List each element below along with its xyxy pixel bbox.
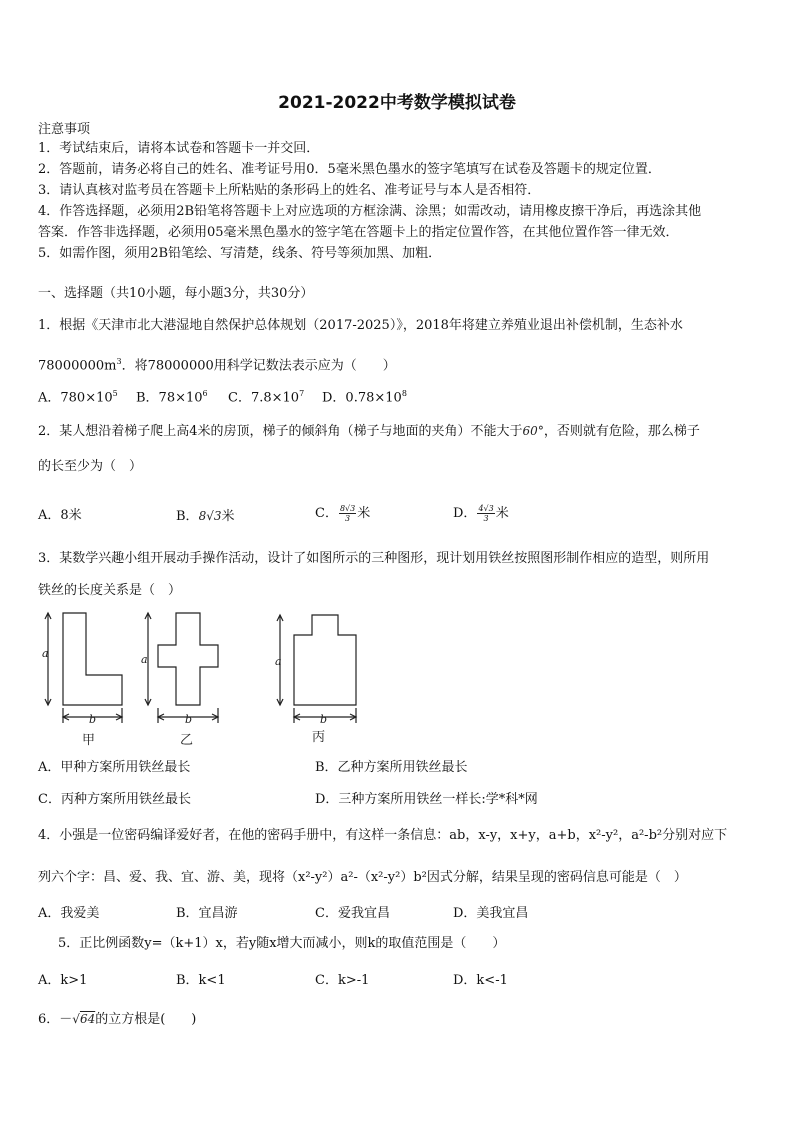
fig-jia-a-label: a: [42, 647, 49, 660]
q3-option-a[interactable]: A．甲种方案所用铁丝最长: [38, 760, 191, 775]
fig-bing-b-label: b: [320, 713, 328, 726]
fig-bing-a-label: a: [275, 655, 282, 668]
fig-yi-b-label: b: [185, 713, 193, 726]
q3-option-d[interactable]: D．三种方案所用铁丝一样长:学*科*网: [315, 792, 538, 807]
page-title: 2021-2022中考数学模拟试卷: [278, 93, 516, 113]
notice-heading: 注意事项: [38, 122, 91, 137]
question-3-text: 3．某数学兴趣小组开展动手操作活动，设计了如图所示的三种图形，现计划用铁丝按照图形制作相应的造型，则所用: [38, 551, 710, 566]
question-1-text-2: $78000000m^3$．将78000000用科学记数法表示应为（ ）: [38, 357, 396, 374]
fig-label-bing: 丙: [312, 730, 326, 745]
fig-jia-b-label: b: [89, 713, 97, 726]
angle-value: 60°: [522, 424, 544, 438]
q5-option-d[interactable]: D．k<-1: [453, 973, 508, 988]
question-5-text: 5．正比例函数y=（k+1）x，若y随x增大而减小，则k的取值范围是（ ）: [58, 936, 506, 951]
q1-option-b[interactable]: B．$78\times 10^6$: [136, 389, 208, 406]
q2-option-c[interactable]: C． $\frac{8√3}{3}$ 米: [315, 504, 371, 523]
question-3-text-2: 铁丝的长度关系是（ ）: [38, 583, 182, 598]
notice-item: 4．作答选择题，必须用2B铅笔将答题卡上对应选项的方框涂满、涂黑；如需改动，请用橡皮擦干净后，再选涂其他: [38, 204, 702, 219]
question-4-text: 4．小强是一位密码编译爱好者，在他的密码手册中，有这样一条信息：ab，x-y，x+y，a+b，x²-y²，a²-b²分别对应下: [38, 828, 728, 843]
fig-label-jia: 甲: [82, 733, 96, 748]
q3-option-c[interactable]: C．丙种方案所用铁丝最长: [38, 792, 191, 807]
q4-option-c[interactable]: C．爱我宜昌: [315, 906, 390, 921]
notice-item: 2．答题前，请务必将自己的姓名、准考证号用0．5毫米黑色墨水的签字笔填写在试卷及答题卡的规定位置．: [38, 162, 661, 177]
fig-label-yi: 乙: [180, 733, 194, 748]
notice-item: 答案．作答非选择题，必须用05毫米黑色墨水的签字笔在答题卡上的指定位置作答，在其他位置作答一律无效．: [38, 225, 679, 240]
figure-bing-shape: [294, 615, 356, 705]
q2-option-d[interactable]: D． $\frac{4√3}{3}$ 米: [453, 504, 509, 523]
q5-option-c[interactable]: C．k>-1: [315, 973, 370, 988]
q5-option-b[interactable]: B．k<1: [176, 973, 226, 988]
section-heading: 一、选择题（共10小题，每小题3分，共30分）: [38, 286, 314, 301]
figure-yi-shape: [158, 613, 218, 705]
notice-item: 1．考试结束后，请将本试卷和答题卡一并交回．: [38, 141, 320, 156]
fig-yi-a-label: a: [141, 653, 148, 666]
question-2-text: 2．某人想沿着梯子爬上高4米的房顶，梯子的倾斜角（梯子与地面的夹角）不能大于60°，否则就有危险，那么梯子: [38, 424, 700, 439]
question-1-text: 1．根据《天津市北大港湿地自然保护总体规划（2017-2025）》，2018年将建立养殖业退出补偿机制，生态补水: [38, 318, 683, 333]
q1-option-c[interactable]: C．$7.8\times 10^7$: [228, 389, 305, 406]
notice-item: 3．请认真核对监考员在答题卡上所粘贴的条形码上的姓名、准考证号与本人是否相符．: [38, 183, 541, 198]
radicand: 64: [79, 1012, 96, 1026]
q3-figures: [30, 605, 370, 750]
q5-option-a[interactable]: A．k>1: [38, 973, 88, 988]
question-6-text: 6．－√64的立方根是( ): [38, 1012, 197, 1027]
q1-option-d[interactable]: D．$0.78\times 10^8$: [322, 389, 407, 406]
q4-option-d[interactable]: D．美我宜昌: [453, 906, 529, 921]
notice-item: 5．如需作图，须用2B铅笔绘、写清楚，线条、符号等须加黑、加粗．: [38, 246, 442, 261]
q1-option-a[interactable]: A．$780\times 10^5$: [38, 389, 118, 406]
question-2-text-2: 的长至少为（ ）: [38, 459, 143, 474]
question-4-text-2: 列六个字：昌、爱、我、宜、游、美，现将（x²-y²）a²-（x²-y²）b²因式分解，结果呈现的密码信息可能是（ ）: [38, 870, 687, 885]
q2-option-a[interactable]: A．8米: [38, 508, 82, 523]
figure-jia-shape: [63, 613, 122, 705]
q3-option-b[interactable]: B．乙种方案所用铁丝最长: [315, 760, 468, 775]
q4-option-b[interactable]: B．宜昌游: [176, 906, 238, 921]
q4-option-a[interactable]: A．我爱美: [38, 906, 100, 921]
q2-option-b[interactable]: B．8√3米: [176, 509, 235, 524]
